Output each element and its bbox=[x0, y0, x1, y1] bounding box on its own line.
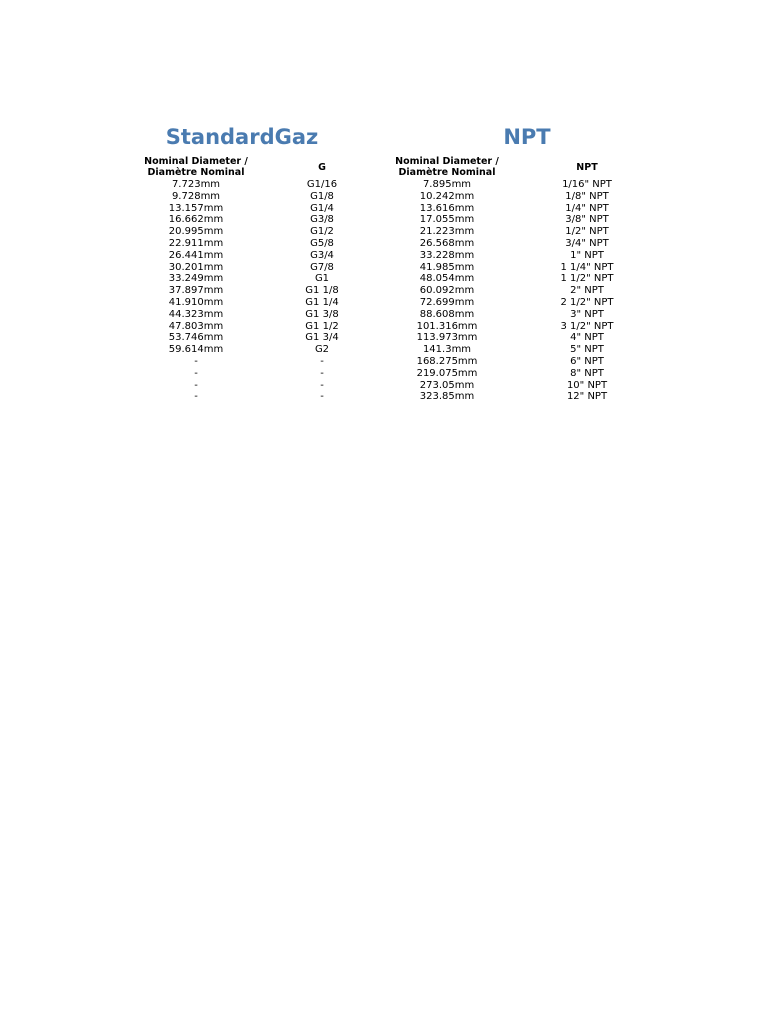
g-size-cell: G1/16 bbox=[306, 179, 338, 190]
thread-size-table bbox=[120, 155, 652, 403]
g-nominal-diameter-cell: 7.723mm bbox=[171, 179, 221, 190]
table-row bbox=[120, 332, 652, 344]
table-row bbox=[120, 285, 652, 297]
npt-size-cell: 3 1/2" NPT bbox=[560, 320, 614, 332]
npt-nominal-diameter-cell: 113.973mm bbox=[416, 332, 478, 344]
g-size-cell: - bbox=[320, 379, 324, 391]
npt-nominal-diameter-cell: 219.075mm bbox=[416, 367, 478, 379]
g-size-cell: - bbox=[320, 391, 324, 403]
npt-nominal-diameter-cell: 88.608mm bbox=[419, 308, 475, 320]
g-nominal-diameter-cell: - bbox=[194, 367, 198, 379]
npt-nominal-diameter-cell: 101.316mm bbox=[416, 320, 478, 332]
npt-size-cell: 1 1/2" NPT bbox=[560, 273, 614, 285]
table-row bbox=[120, 368, 652, 380]
g-nominal-diameter-cell: 30.201mm bbox=[168, 261, 224, 273]
g-nominal-diameter-cell: 26.441mm bbox=[168, 249, 224, 261]
npt-nominal-diameter-cell: 13.616mm bbox=[419, 202, 475, 214]
table-row bbox=[120, 321, 652, 333]
g-nominal-diameter-cell: 53.746mm bbox=[168, 332, 224, 344]
table-row bbox=[120, 344, 652, 356]
standardgaz-title: StandardGaz bbox=[165, 125, 319, 149]
g-size-cell: G1 3/4 bbox=[305, 332, 339, 344]
table-row bbox=[120, 391, 652, 403]
table-row bbox=[120, 309, 652, 321]
npt-size-cell: 1" NPT bbox=[570, 249, 604, 261]
g-nominal-diameter-cell: 16.662mm bbox=[168, 214, 224, 226]
npt-size-cell: 10" NPT bbox=[566, 379, 608, 391]
g-size-cell: G2 bbox=[314, 344, 330, 356]
g-size-cell: G3/4 bbox=[310, 249, 334, 261]
g-size-cell: G1 1/2 bbox=[305, 320, 339, 332]
npt-nominal-diameter-cell: 168.275mm bbox=[416, 355, 478, 367]
header-line: Diamètre Nominal bbox=[398, 167, 496, 178]
npt-size-cell: 1/8" NPT bbox=[565, 190, 609, 202]
g-size-cell: G1/2 bbox=[310, 226, 334, 238]
header-npt-nominal-diameter bbox=[372, 155, 522, 179]
npt-size-cell: 1 1/4" NPT bbox=[560, 261, 614, 273]
g-nominal-diameter-cell: 9.728mm bbox=[171, 190, 221, 202]
npt-size-cell: 1/2" NPT bbox=[565, 226, 609, 238]
npt-size-cell: 2 1/2" NPT bbox=[560, 296, 614, 308]
g-size-cell: G1 bbox=[314, 273, 330, 285]
header-g: G bbox=[318, 161, 326, 173]
g-size-cell: G1 3/8 bbox=[305, 308, 339, 320]
g-nominal-diameter-cell: 59.614mm bbox=[168, 344, 224, 356]
header-line: Diamètre Nominal bbox=[147, 167, 245, 178]
g-nominal-diameter-cell: 37.897mm bbox=[168, 285, 224, 297]
table-row bbox=[120, 356, 652, 368]
npt-size-cell: 12" NPT bbox=[566, 391, 608, 403]
table-row bbox=[120, 238, 652, 250]
header-g-nominal-diameter bbox=[120, 155, 272, 179]
header-line: Nominal Diameter / bbox=[144, 156, 248, 167]
npt-nominal-diameter-cell: 7.895mm bbox=[422, 179, 472, 190]
g-nominal-diameter-cell: - bbox=[194, 379, 198, 391]
g-size-cell: G3/8 bbox=[310, 214, 334, 226]
npt-size-cell: 3" NPT bbox=[570, 308, 604, 320]
table-row bbox=[120, 262, 652, 274]
g-size-cell: G1/8 bbox=[310, 190, 334, 202]
npt-nominal-diameter-cell: 48.054mm bbox=[419, 273, 475, 285]
npt-size-cell: 8" NPT bbox=[570, 367, 604, 379]
table-header bbox=[120, 155, 652, 179]
g-size-cell: - bbox=[320, 355, 324, 367]
g-nominal-diameter-cell: 13.157mm bbox=[168, 202, 224, 214]
g-size-cell: G1 1/8 bbox=[305, 285, 339, 297]
npt-size-cell: 2" NPT bbox=[570, 285, 604, 297]
npt-size-cell: 1/4" NPT bbox=[565, 202, 609, 214]
npt-nominal-diameter-cell: 17.055mm bbox=[419, 214, 475, 226]
g-nominal-diameter-cell: - bbox=[194, 355, 198, 367]
npt-nominal-diameter-cell: 21.223mm bbox=[419, 226, 475, 238]
g-size-cell: - bbox=[320, 367, 324, 379]
npt-size-cell: 3/8" NPT bbox=[565, 214, 609, 226]
table-row bbox=[120, 250, 652, 262]
npt-size-cell: 6" NPT bbox=[570, 355, 604, 367]
header-row bbox=[120, 155, 652, 179]
table-row bbox=[120, 203, 652, 215]
g-nominal-diameter-cell: 22.911mm bbox=[168, 237, 224, 249]
g-nominal-diameter-cell: 41.910mm bbox=[168, 296, 224, 308]
g-nominal-diameter-cell: 20.995mm bbox=[168, 226, 224, 238]
table-row bbox=[120, 273, 652, 285]
table-row bbox=[120, 380, 652, 392]
npt-nominal-diameter-cell: 60.092mm bbox=[419, 285, 475, 297]
table-row bbox=[120, 226, 652, 238]
npt-title: NPT bbox=[503, 125, 551, 149]
npt-nominal-diameter-cell: 10.242mm bbox=[419, 190, 475, 202]
header-line: Nominal Diameter / bbox=[395, 156, 499, 167]
table-row bbox=[120, 191, 652, 203]
g-size-cell: G1 1/4 bbox=[305, 296, 339, 308]
g-nominal-diameter-cell: - bbox=[194, 391, 198, 403]
table-row bbox=[120, 214, 652, 226]
npt-nominal-diameter-cell: 273.05mm bbox=[419, 379, 475, 391]
g-size-cell: G5/8 bbox=[310, 237, 334, 249]
npt-nominal-diameter-cell: 323.85mm bbox=[419, 391, 475, 403]
header-npt: NPT bbox=[576, 161, 598, 173]
npt-size-cell: 5" NPT bbox=[570, 344, 604, 356]
npt-nominal-diameter-cell: 33.228mm bbox=[419, 249, 475, 261]
npt-size-cell: 4" NPT bbox=[570, 332, 604, 344]
g-size-cell: G7/8 bbox=[310, 261, 334, 273]
table-row bbox=[120, 297, 652, 309]
npt-nominal-diameter-cell: 72.699mm bbox=[419, 296, 475, 308]
npt-size-cell: 3/4" NPT bbox=[565, 237, 609, 249]
npt-nominal-diameter-cell: 26.568mm bbox=[419, 237, 475, 249]
g-nominal-diameter-cell: 47.803mm bbox=[168, 320, 224, 332]
npt-size-cell: 1/16" NPT bbox=[562, 179, 612, 190]
npt-nominal-diameter-cell: 141.3mm bbox=[422, 344, 472, 356]
table-row bbox=[120, 179, 652, 191]
g-size-cell: G1/4 bbox=[310, 202, 334, 214]
g-nominal-diameter-cell: 33.249mm bbox=[168, 273, 224, 285]
table-body bbox=[120, 179, 652, 403]
npt-nominal-diameter-cell: 41.985mm bbox=[419, 261, 475, 273]
g-nominal-diameter-cell: 44.323mm bbox=[168, 308, 224, 320]
